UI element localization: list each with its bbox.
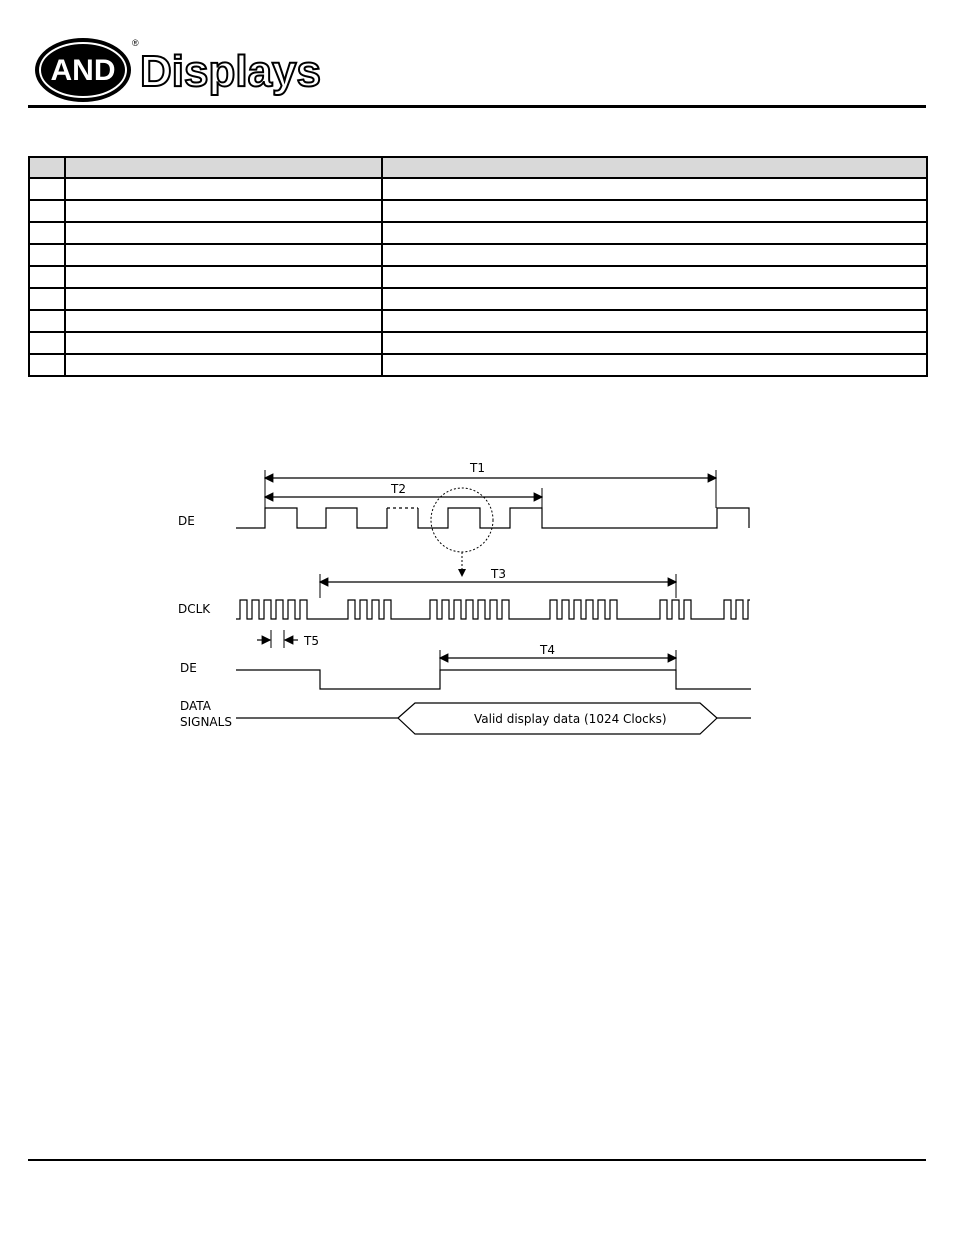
table-cell <box>65 310 382 332</box>
table-cell <box>29 222 65 244</box>
table-cell <box>65 266 382 288</box>
table-row <box>29 222 927 244</box>
table-header-cell <box>65 157 382 178</box>
de-top-waveform <box>236 508 387 528</box>
valid-data-label: Valid display data (1024 Clocks) <box>474 712 667 726</box>
table-row <box>29 332 927 354</box>
table-row <box>29 310 927 332</box>
table-cell <box>29 354 65 376</box>
footer-rule <box>28 1159 926 1161</box>
table-cell <box>65 222 382 244</box>
table-row <box>29 266 927 288</box>
table-row <box>29 354 927 376</box>
table-header-row <box>29 157 927 178</box>
table-cell <box>382 310 927 332</box>
dclk-waveform <box>236 600 750 619</box>
header-rule <box>28 105 926 108</box>
table-cell <box>29 266 65 288</box>
t5-label: T5 <box>304 634 319 648</box>
table-cell <box>382 244 927 266</box>
t4-label: T4 <box>540 643 555 657</box>
table-cell <box>29 288 65 310</box>
zoom-arrow-head <box>458 569 466 577</box>
table-row <box>29 244 927 266</box>
table-cell <box>29 244 65 266</box>
de-bottom-waveform <box>236 670 751 689</box>
timing-table <box>28 156 928 377</box>
logo-mark-text: AND <box>50 54 116 87</box>
table-cell <box>29 200 65 222</box>
t2-label: T2 <box>391 482 406 496</box>
signal-label-data-line2: SIGNALS <box>180 715 232 729</box>
timing-diagram <box>160 450 780 750</box>
table-cell <box>65 244 382 266</box>
table-cell <box>65 288 382 310</box>
table-cell <box>65 354 382 376</box>
signal-label-de-top: DE <box>178 514 195 528</box>
signal-label-data-line1: DATA <box>180 699 211 713</box>
table-cell <box>382 200 927 222</box>
signal-label-dclk: DCLK <box>178 602 211 616</box>
table-cell <box>29 178 65 200</box>
table-cell <box>382 178 927 200</box>
table-header-cell <box>29 157 65 178</box>
table-cell <box>382 332 927 354</box>
table-cell <box>382 354 927 376</box>
table-header-cell <box>382 157 927 178</box>
and-displays-logo <box>34 36 334 106</box>
table-row <box>29 178 927 200</box>
table-cell <box>65 332 382 354</box>
table-cell <box>382 266 927 288</box>
logo-brand-name: Displays <box>140 47 321 96</box>
table-row <box>29 200 927 222</box>
t3-label: T3 <box>491 567 506 581</box>
table-cell <box>65 200 382 222</box>
table-cell <box>29 332 65 354</box>
table-cell <box>382 288 927 310</box>
table-cell <box>65 178 382 200</box>
t1-label: T1 <box>470 461 485 475</box>
table-cell <box>29 310 65 332</box>
registered-mark: ® <box>132 38 139 48</box>
signal-label-de-bottom: DE <box>180 661 197 675</box>
table-row <box>29 288 927 310</box>
table-cell <box>382 222 927 244</box>
